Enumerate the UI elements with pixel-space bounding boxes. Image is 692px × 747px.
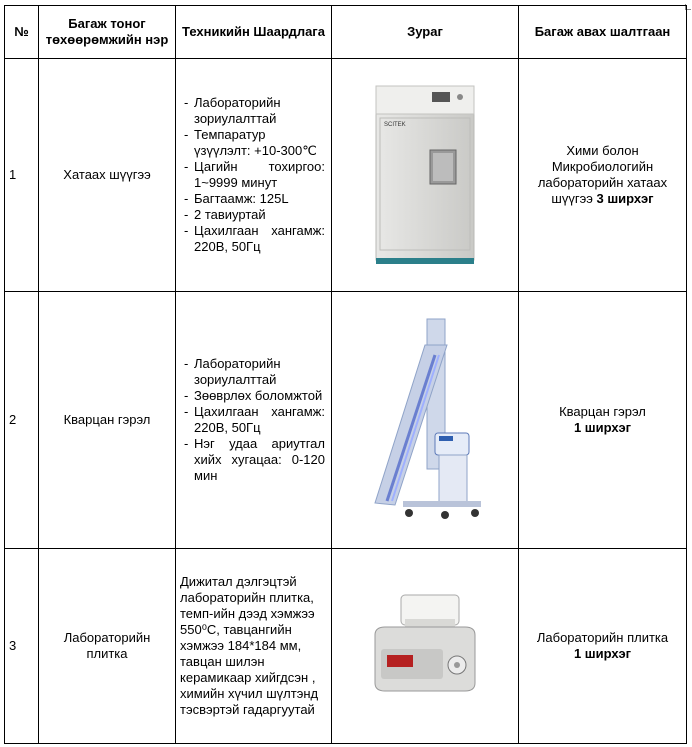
spec-cell bbox=[176, 292, 332, 549]
row-number: 2 bbox=[5, 292, 39, 549]
header-specs: Техникийн Шаардлага bbox=[176, 6, 332, 59]
spec-item: - Лабораторийн зориулалттай bbox=[184, 356, 325, 388]
spec-item: - Багтаамж: 125L bbox=[184, 191, 325, 207]
header-num: № bbox=[5, 6, 39, 59]
header-row bbox=[5, 6, 687, 59]
spec-item: - Темпаратур үзүүлэлт: +10-300℃ bbox=[184, 127, 325, 159]
spec-item: - Цахилгаан хангамж: 220В, 50Гц bbox=[184, 404, 325, 436]
hot-plate-display bbox=[387, 655, 413, 667]
oven-display bbox=[432, 92, 450, 102]
oven-base-stripe bbox=[376, 258, 474, 264]
request-quantity: 1 ширхэг bbox=[573, 646, 632, 661]
table-row bbox=[5, 549, 687, 744]
image-cell bbox=[332, 549, 519, 744]
request-text: Лабораторийн плитка bbox=[536, 630, 669, 645]
quartz-lamp-image bbox=[365, 315, 485, 525]
header-name: Багаж тоног төхөөрөмжийн нэр bbox=[39, 6, 176, 59]
request-text: Хими болон Микробиологийн лабораторийн хатаах шүүгээ bbox=[537, 143, 668, 206]
spec-item: - Лабораторийн зориулалттай bbox=[184, 95, 325, 127]
spec-item: - Зөөврлөх боломжтой bbox=[184, 388, 325, 404]
request-cell bbox=[519, 292, 687, 549]
request-cell bbox=[519, 549, 687, 744]
drying-oven-image bbox=[370, 80, 480, 270]
spec-cell bbox=[176, 549, 332, 744]
header-request: Багаж авах шалтгаан bbox=[519, 6, 687, 59]
oven-knob bbox=[457, 94, 463, 100]
lamp-wheel bbox=[471, 509, 479, 517]
image-cell bbox=[332, 292, 519, 549]
spec-item: - Цахилгаан хангамж: 220В, 50Гц bbox=[184, 223, 325, 255]
spec-item: - 2 тавиуртай bbox=[184, 207, 325, 223]
lamp-wheel bbox=[441, 511, 449, 519]
row-number: 1 bbox=[5, 59, 39, 292]
spec-text: Дижитал дэлгэцтэй лабораторийн плитка, темп-ийн дээд хэмжээ 550⁰С, тавцангийн хэмжээ 184*184 мм, тавцан шилэн керамикаар хийгдсэн , химийн хүчил шүлтэнд тэсвэртэй гадаргуутай bbox=[180, 574, 319, 717]
request-quantity: 1 ширхэг bbox=[573, 420, 632, 435]
lamp-wheel bbox=[405, 509, 413, 517]
oven-control-panel bbox=[376, 86, 474, 114]
lamp-base bbox=[403, 501, 481, 507]
hot-plate-image bbox=[365, 591, 485, 701]
request-quantity: 3 ширхэг bbox=[596, 191, 654, 206]
table-row bbox=[5, 59, 687, 292]
equipment-name: Хатаах шүүгээ bbox=[39, 59, 176, 292]
image-cell bbox=[332, 59, 519, 292]
request-text: Кварцан гэрэл bbox=[559, 404, 646, 419]
header-image: Зураг bbox=[332, 6, 519, 59]
request-cell bbox=[519, 59, 687, 292]
row-number: 3 bbox=[5, 549, 39, 744]
spec-item: - Нэг удаа ариутгал хийх хугацаа: 0-120 мин bbox=[184, 436, 325, 484]
equipment-name: Кварцан гэрэл bbox=[39, 292, 176, 549]
spec-cell bbox=[176, 59, 332, 292]
hot-plate-knob-center bbox=[454, 662, 460, 668]
table-row bbox=[5, 292, 687, 549]
equipment-name: Лабораторийн плитка bbox=[39, 549, 176, 744]
equipment-table bbox=[4, 5, 687, 744]
lamp-display bbox=[439, 436, 453, 441]
oven-window-glass bbox=[433, 153, 453, 181]
oven-brand-label: SCITEK bbox=[384, 122, 406, 128]
spec-item: - Цагийн тохиргоо: 1~9999 минут bbox=[184, 159, 325, 191]
lamp-stand bbox=[439, 455, 467, 503]
